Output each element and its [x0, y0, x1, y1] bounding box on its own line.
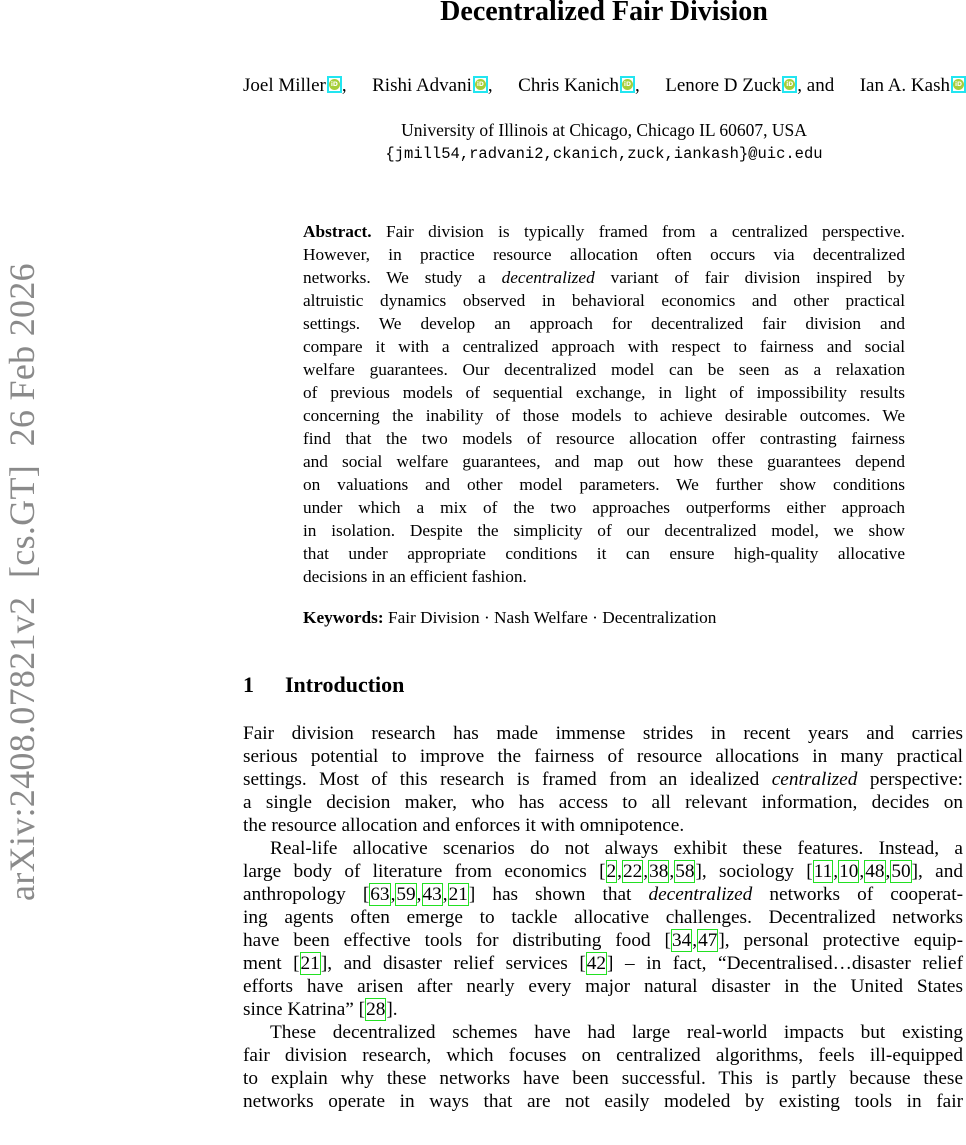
author — [372, 75, 493, 97]
text-line: compare it with a centralized approach with respect to fairness and social — [303, 337, 905, 356]
author-emails[interactable]: {jmill54,radvani2,ckanich,zuck,iankash}@uic.edu — [385, 145, 823, 163]
separator: , — [487, 75, 493, 96]
text-line: ment [21], and disaster relief services [42] – in fact, “Decentralised…disaster relief — [243, 953, 963, 974]
author — [665, 75, 834, 97]
text-line: concerning the inability of those models to achieve desirable outcomes. We — [303, 406, 905, 425]
section-title: Introduction — [285, 672, 405, 697]
citation-link[interactable]: 34 — [671, 930, 692, 951]
author — [860, 75, 966, 97]
text-line: a single decision maker, who has access to all relevant information, decides on — [243, 792, 963, 813]
abstract — [303, 220, 905, 588]
author-name: Joel Miller — [243, 75, 326, 96]
citation-link[interactable]: 43 — [422, 884, 442, 905]
text-line: serious potential to improve the fairness of resource allocations in many practical — [243, 746, 963, 767]
citation: [34,47] — [664, 930, 725, 951]
text-line: of previous models of sequential exchange, in light of impossibility results — [303, 383, 905, 402]
paper-title: Decentralized Fair Division — [440, 0, 768, 27]
text-line: anthropology [63,59,43,21] has shown that decentralized networks of cooperat- — [243, 884, 963, 905]
citation-link[interactable]: 47 — [698, 930, 718, 951]
text-line: Abstract. Fair division is typically framed from a centralized perspective. — [303, 222, 905, 241]
separator: , and — [797, 75, 835, 96]
text-line: fair division research, which focuses on centralized algorithms, feels ill-equipped — [243, 1045, 963, 1066]
text-line: under which a mix of the two approaches outperforms either approach — [303, 498, 905, 517]
orcid-icon[interactable] — [782, 76, 797, 93]
separator: , — [634, 75, 640, 96]
text-line: have been effective tools for distributing food [34,47], personal protective equip- — [243, 930, 963, 951]
orcid-icon[interactable] — [620, 76, 635, 93]
author-name: Rishi Advani — [372, 75, 472, 96]
author-name: Ian A. Kash — [859, 75, 950, 96]
text-line: These decentralized schemes have had large real-world impacts but existing — [270, 1022, 963, 1043]
text-line: to explain why these networks have been successful. This is partly because these — [243, 1068, 963, 1089]
citation-link[interactable]: 59 — [396, 884, 416, 905]
section-number: 1 — [243, 672, 254, 697]
text-line: networks operate in ways that are not easily modeled by existing tools in fair — [243, 1091, 963, 1112]
text-line: large body of literature from economics [2,22,38,58], sociology [11,10,48,50], and — [243, 861, 963, 882]
citation-link[interactable]: 22 — [622, 861, 643, 882]
citation-link[interactable]: 38 — [649, 861, 669, 882]
text-line: in isolation. Despite the simplicity of our decentralized model, we show — [303, 521, 905, 540]
author — [518, 75, 640, 97]
text-line: networks. We study a decentralized variant of fair division inspired by — [303, 268, 905, 287]
text-line: welfare guarantees. Our decentralized model can be seen as a relaxation — [303, 360, 905, 379]
orcid-icon[interactable] — [473, 76, 488, 93]
citation-link[interactable]: 11 — [813, 861, 833, 882]
emphasis: decentralized — [501, 268, 595, 287]
citation-link[interactable]: 48 — [865, 861, 885, 882]
citation-link[interactable]: 10 — [839, 861, 859, 882]
citation: [42] — [579, 953, 614, 974]
citation-link[interactable]: 63 — [370, 884, 390, 905]
citation-link[interactable]: 28 — [366, 999, 386, 1020]
keywords — [303, 608, 716, 628]
section-heading — [243, 672, 404, 698]
text-line: However, in practice resource allocation often occurs via decentralized — [303, 245, 905, 264]
separator: , — [341, 75, 347, 96]
text-line: ing agents often emerge to tackle allocative challenges. Decentralized networks — [243, 907, 963, 928]
text-line: since Katrina” [28]. — [243, 999, 398, 1020]
citation: [21] — [293, 953, 328, 974]
citation-link[interactable]: 58 — [675, 861, 695, 882]
author-name: Lenore D Zuck — [665, 75, 782, 96]
author-list — [243, 75, 966, 97]
citation: [2,22,38,58] — [599, 861, 702, 882]
text-line: settings. Most of this research is framed from an idealized centralized perspective: — [243, 769, 963, 790]
text-line: the resource allocation and enforces it with omnipotence. — [243, 815, 685, 836]
citation-link[interactable]: 21 — [300, 953, 320, 974]
bold-label: Abstract. — [303, 222, 372, 241]
text-line: decisions in an efficient fashion. — [303, 567, 527, 586]
citation-link[interactable]: 21 — [448, 884, 468, 905]
keywords-text: Fair Division · Nash Welfare · Decentralization — [387, 608, 717, 627]
text-line: find that the two models of resource allocation offer contrasting fairness — [303, 429, 905, 448]
text-line: altruistic dynamics observed in behavioral economics and other practical — [303, 291, 905, 310]
emphasis: centralized — [771, 769, 858, 790]
citation-link[interactable]: 2 — [606, 861, 617, 882]
citation: [28] — [358, 999, 393, 1020]
text-line: Fair division research has made immense strides in recent years and carries — [243, 723, 963, 744]
author-name: Chris Kanich — [518, 75, 619, 96]
text-line: settings. We develop an approach for decentralized fair division and — [303, 314, 905, 333]
citation: [63,59,43,21] — [362, 884, 476, 905]
citation-link[interactable]: 50 — [891, 861, 911, 882]
orcid-icon[interactable] — [951, 76, 966, 93]
affiliation: University of Illinois at Chicago, Chicago IL 60607, USA — [401, 120, 807, 140]
text-line: Real-life allocative scenarios do not always exhibit these features. Instead, a — [270, 838, 963, 859]
author — [243, 75, 347, 97]
orcid-icon[interactable] — [327, 76, 342, 93]
text-line: on valuations and other model parameters. We further show conditions — [303, 475, 905, 494]
text-line: efforts have arisen after nearly every major natural disaster in the United States — [243, 976, 963, 997]
text-line: that under appropriate conditions it can ensure high-quality allocative — [303, 544, 905, 563]
emphasis: decentralized — [648, 884, 753, 905]
body-text — [243, 722, 963, 1113]
keywords-label: Keywords: — [303, 608, 384, 627]
citation-link[interactable]: 42 — [586, 953, 607, 974]
arxiv-identifier: arXiv:2408.07821v2 [cs.GT] 26 Feb 2026 — [2, 263, 42, 901]
text-line: and social welfare guarantees, and map out how these guarantees depend — [303, 452, 905, 471]
citation: [11,10,48,50] — [806, 861, 919, 882]
